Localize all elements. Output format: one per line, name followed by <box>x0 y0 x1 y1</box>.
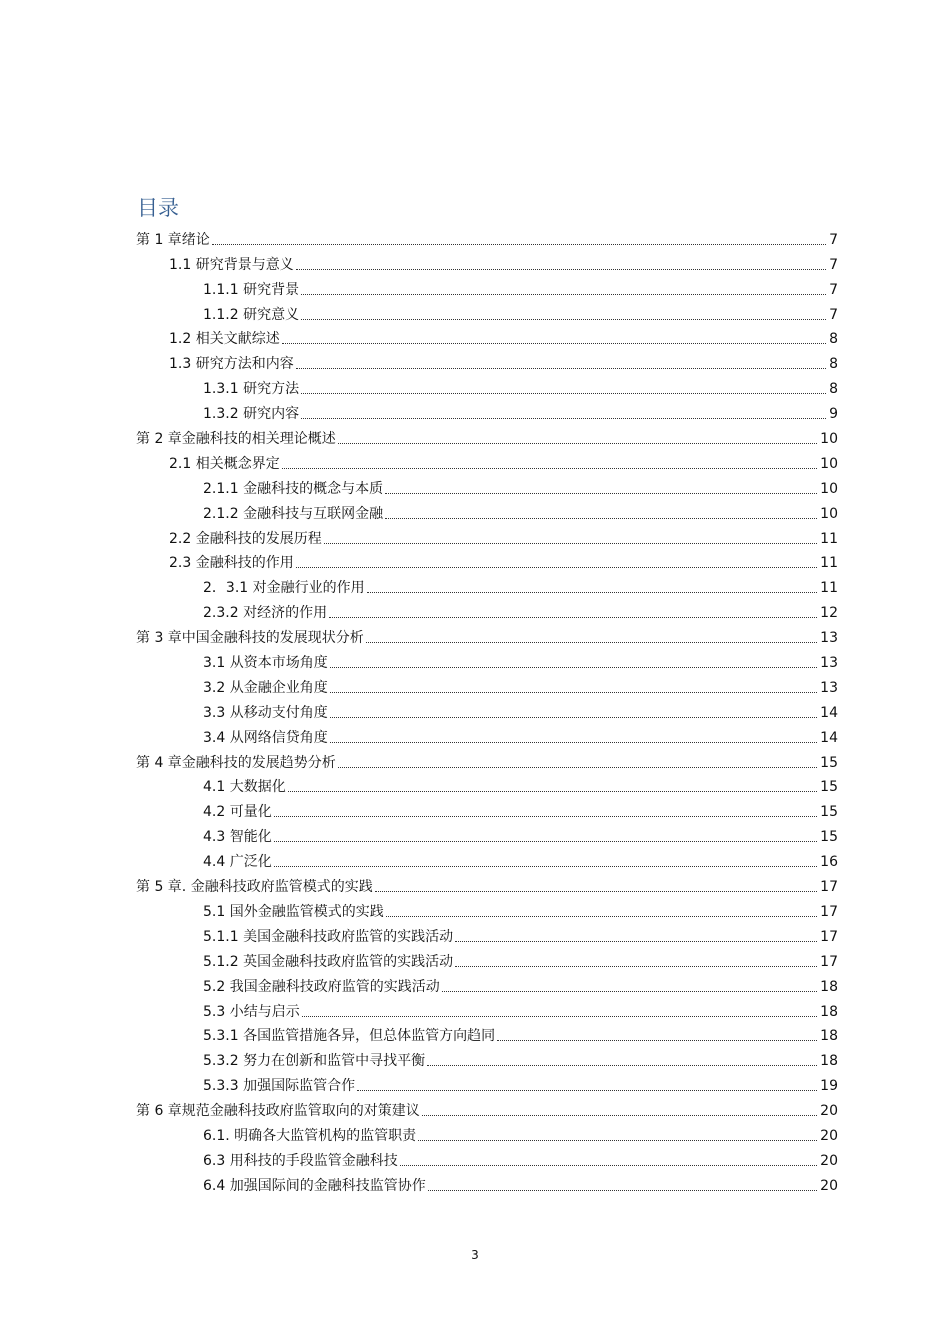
toc-entry[interactable] <box>136 549 838 574</box>
toc-entry-text: 3.2 从金融企业角度 <box>203 679 328 696</box>
toc-entry-text: 2.1 相关概念界定 <box>169 455 280 472</box>
toc-leader-dots <box>497 1040 817 1041</box>
toc-entry-page: 12 <box>820 605 838 622</box>
toc-entry[interactable] <box>136 449 838 474</box>
toc-leader-dots <box>442 991 817 992</box>
toc-leader-dots <box>428 1190 817 1191</box>
toc-entry-text: 2.3 金融科技的作用 <box>169 555 294 572</box>
toc-entry-page: 18 <box>820 1053 838 1070</box>
toc-leader-dots <box>385 518 817 519</box>
toc-entry-page: 11 <box>820 530 838 547</box>
toc-entry-text: 1.2 相关文献综述 <box>169 331 280 348</box>
toc-leader-dots <box>400 1165 817 1166</box>
toc-leader-dots <box>302 1016 817 1017</box>
toc-entry-text: 第 5 章. 金融科技政府监管模式的实践 <box>136 879 373 896</box>
toc-leader-dots <box>296 269 826 270</box>
toc-entry-text: 2．3.1 对金融行业的作用 <box>203 580 365 597</box>
toc-entry-page: 18 <box>820 1028 838 1045</box>
toc-entry-text: 2.1.1 金融科技的概念与本质 <box>203 480 384 497</box>
toc-list <box>136 225 838 1196</box>
toc-entry-text: 5.1.1 美国金融科技政府监管的实践活动 <box>203 928 454 945</box>
toc-entry-page: 10 <box>820 480 838 497</box>
toc-entry-text: 5.1.2 英国金融科技政府监管的实践活动 <box>203 953 454 970</box>
toc-entry[interactable] <box>136 325 838 350</box>
toc-leader-dots <box>296 567 817 568</box>
toc-leader-dots <box>338 443 817 444</box>
toc-entry[interactable] <box>136 897 838 922</box>
toc-entry[interactable] <box>136 723 838 748</box>
toc-entry-page: 7 <box>829 231 838 248</box>
toc-entry[interactable] <box>136 300 838 325</box>
toc-entry-text: 第 6 章规范金融科技政府监管取向的对策建议 <box>136 1103 420 1120</box>
toc-entry-text: 2.3.2 对经济的作用 <box>203 605 328 622</box>
toc-entry-text: 5.3.1 各国监管措施各异，但总体监管方向趋同 <box>203 1028 496 1045</box>
toc-entry-page: 20 <box>820 1127 838 1144</box>
toc-entry-page: 15 <box>820 829 838 846</box>
toc-entry[interactable] <box>136 1071 838 1096</box>
toc-entry-page: 20 <box>820 1152 838 1169</box>
toc-entry-text: 1.3 研究方法和内容 <box>169 356 294 373</box>
toc-entry[interactable] <box>136 374 838 399</box>
toc-leader-dots <box>324 543 817 544</box>
toc-entry-page: 20 <box>820 1103 838 1120</box>
toc-entry[interactable] <box>136 1096 838 1121</box>
toc-entry[interactable] <box>136 1146 838 1171</box>
toc-leader-dots <box>212 244 826 245</box>
toc-leader-dots <box>366 642 817 643</box>
page-number: 3 <box>471 1248 479 1262</box>
toc-entry-page: 9 <box>829 406 838 423</box>
toc-entry-text: 4.1 大数据化 <box>203 779 286 796</box>
toc-entry-text: 6.3 用科技的手段监管金融科技 <box>203 1152 398 1169</box>
toc-entry[interactable] <box>136 698 838 723</box>
toc-entry-page: 8 <box>829 331 838 348</box>
toc-entry-page: 18 <box>820 1003 838 1020</box>
toc-leader-dots <box>385 493 817 494</box>
toc-entry-text: 4.2 可量化 <box>203 804 272 821</box>
toc-entry-page: 10 <box>820 455 838 472</box>
toc-leader-dots <box>330 692 817 693</box>
toc-leader-dots <box>418 1140 817 1141</box>
toc-entry-page: 19 <box>820 1078 838 1095</box>
toc-entry[interactable] <box>136 822 838 847</box>
toc-entry[interactable] <box>136 250 838 275</box>
toc-leader-dots <box>330 717 817 718</box>
toc-entry[interactable] <box>136 872 838 897</box>
toc-entry-text: 3.4 从网络信贷角度 <box>203 729 328 746</box>
toc-entry[interactable] <box>136 598 838 623</box>
toc-entry-page: 7 <box>829 281 838 298</box>
toc-leader-dots <box>301 418 826 419</box>
toc-entry[interactable] <box>136 499 838 524</box>
toc-entry-text: 3.1 从资本市场角度 <box>203 655 328 672</box>
toc-entry-text: 第 2 章金融科技的相关理论概述 <box>136 431 336 448</box>
toc-entry-page: 13 <box>820 655 838 672</box>
toc-entry-text: 1.1.1 研究背景 <box>203 281 300 298</box>
toc-entry-page: 7 <box>829 306 838 323</box>
toc-entry[interactable] <box>136 349 838 374</box>
toc-leader-dots <box>288 791 817 792</box>
toc-entry-text: 1.3.1 研究方法 <box>203 381 300 398</box>
toc-entry-page: 13 <box>820 679 838 696</box>
toc-leader-dots <box>386 916 817 917</box>
toc-entry[interactable] <box>136 797 838 822</box>
toc-entry-page: 17 <box>820 903 838 920</box>
toc-entry[interactable] <box>136 474 838 499</box>
toc-entry-page: 11 <box>820 555 838 572</box>
toc-entry-text: 1.1.2 研究意义 <box>203 306 300 323</box>
toc-entry-text: 第 1 章绪论 <box>136 231 210 248</box>
toc-entry-page: 13 <box>820 630 838 647</box>
toc-entry-page: 16 <box>820 854 838 871</box>
toc-entry[interactable] <box>136 399 838 424</box>
toc-entry[interactable] <box>136 1171 838 1196</box>
toc-entry[interactable] <box>136 275 838 300</box>
toc-entry-text: 第 3 章中国金融科技的发展现状分析 <box>136 630 364 647</box>
toc-leader-dots <box>329 617 817 618</box>
toc-entry-page: 7 <box>829 256 838 273</box>
toc-entry[interactable] <box>136 1046 838 1071</box>
toc-leader-dots <box>301 319 826 320</box>
toc-entry-text: 第 4 章金融科技的发展趋势分析 <box>136 754 336 771</box>
toc-entry[interactable] <box>136 623 838 648</box>
toc-leader-dots <box>301 393 826 394</box>
toc-leader-dots <box>301 294 826 295</box>
toc-entry[interactable] <box>136 947 838 972</box>
toc-leader-dots <box>375 891 817 892</box>
toc-entry-text: 6.1. 明确各大监管机构的监管职责 <box>203 1127 417 1144</box>
toc-entry-page: 15 <box>820 779 838 796</box>
toc-leader-dots <box>330 742 817 743</box>
toc-entry-page: 15 <box>820 804 838 821</box>
toc-entry-page: 18 <box>820 978 838 995</box>
toc-entry-page: 8 <box>829 381 838 398</box>
toc-entry[interactable] <box>136 225 838 250</box>
toc-entry-text: 5.3 小结与启示 <box>203 1003 300 1020</box>
toc-leader-dots <box>330 667 817 668</box>
toc-entry-text: 1.3.2 研究内容 <box>203 406 300 423</box>
toc-entry-text: 6.4 加强国际间的金融科技监管协作 <box>203 1177 426 1194</box>
toc-entry-text: 2.2 金融科技的发展历程 <box>169 530 322 547</box>
toc-entry[interactable] <box>136 1022 838 1047</box>
toc-leader-dots <box>274 816 817 817</box>
toc-entry[interactable] <box>136 524 838 549</box>
toc-entry[interactable] <box>136 847 838 872</box>
toc-leader-dots <box>274 866 817 867</box>
toc-entry-text: 5.2 我国金融科技政府监管的实践活动 <box>203 978 440 995</box>
toc-entry-page: 20 <box>820 1177 838 1194</box>
toc-entry[interactable] <box>136 673 838 698</box>
toc-leader-dots <box>427 1065 817 1066</box>
toc-leader-dots <box>357 1090 817 1091</box>
toc-leader-dots <box>274 841 817 842</box>
toc-leader-dots <box>422 1115 817 1116</box>
toc-entry-page: 8 <box>829 356 838 373</box>
toc-entry[interactable] <box>136 997 838 1022</box>
toc-entry[interactable] <box>136 972 838 997</box>
toc-entry-text: 4.3 智能化 <box>203 829 272 846</box>
toc-entry-page: 15 <box>820 754 838 771</box>
toc-entry-page: 14 <box>820 704 838 721</box>
toc-entry-text: 5.3.3 加强国际监管合作 <box>203 1078 356 1095</box>
toc-entry[interactable] <box>136 573 838 598</box>
toc-entry-page: 14 <box>820 729 838 746</box>
toc-leader-dots <box>455 941 817 942</box>
toc-leader-dots <box>296 368 826 369</box>
toc-leader-dots <box>338 767 817 768</box>
toc-entry-page: 10 <box>820 431 838 448</box>
toc-leader-dots <box>367 592 818 593</box>
toc-entry[interactable] <box>136 648 838 673</box>
toc-entry-text: 1.1 研究背景与意义 <box>169 256 294 273</box>
toc-leader-dots <box>282 343 826 344</box>
toc-entry-text: 4.4 广泛化 <box>203 854 272 871</box>
toc-entry[interactable] <box>136 1121 838 1146</box>
toc-entry-text: 2.1.2 金融科技与互联网金融 <box>203 505 384 522</box>
toc-entry-page: 17 <box>820 953 838 970</box>
toc-entry-text: 5.3.2 努力在创新和监管中寻找平衡 <box>203 1053 426 1070</box>
toc-entry-page: 10 <box>820 505 838 522</box>
toc-entry-page: 11 <box>820 580 838 597</box>
toc-entry-text: 3.3 从移动支付角度 <box>203 704 328 721</box>
toc-entry[interactable] <box>136 748 838 773</box>
toc-leader-dots <box>282 468 817 469</box>
toc-entry[interactable] <box>136 922 838 947</box>
toc-title: 目录 <box>137 196 179 220</box>
toc-entry-page: 17 <box>820 879 838 896</box>
toc-entry[interactable] <box>136 424 838 449</box>
toc-entry-page: 17 <box>820 928 838 945</box>
toc-entry-text: 5.1 国外金融监管模式的实践 <box>203 903 384 920</box>
toc-leader-dots <box>455 966 817 967</box>
toc-entry[interactable] <box>136 773 838 798</box>
